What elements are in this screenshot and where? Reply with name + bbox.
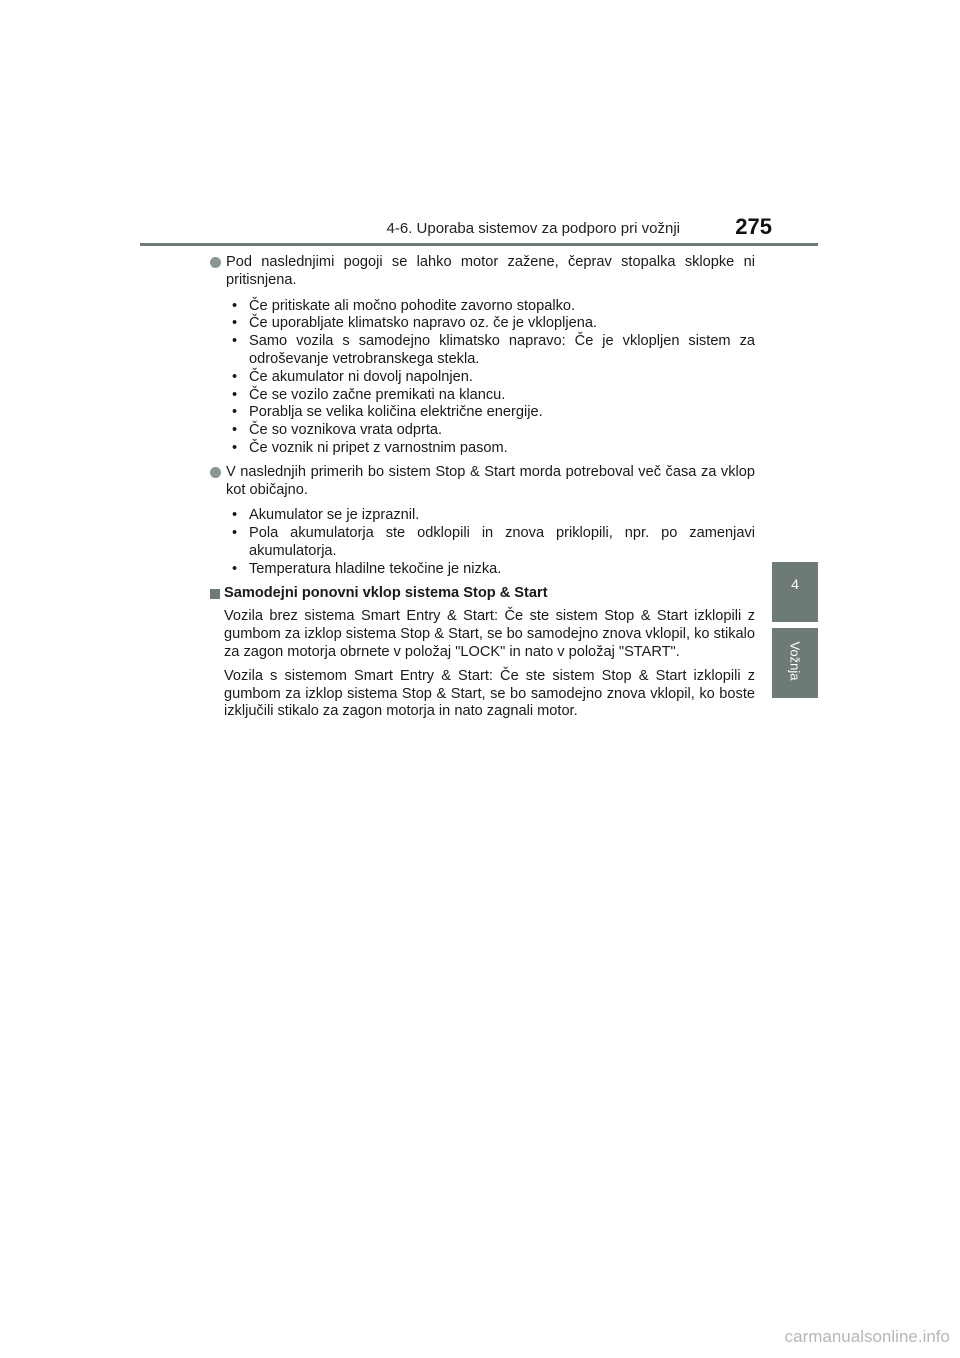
condition-list [226, 507, 755, 578]
section-heading-text: Samodejni ponovni vklop sistema Stop & Start [224, 584, 548, 601]
list-item: • Če voznik ni pripet z varnostnim pasom. [226, 440, 755, 458]
page-content [210, 254, 755, 721]
round-bullet-icon [210, 467, 221, 478]
section-paragraph: Vozila brez sistema Smart Entry & Start: Če ste sistem Stop & Start izklopili z gumbom za izklop sistema Stop & Start, se bo samodejno znova vklopil, ko stikalo za zagon motorja obrnete v položaj "LOCK" in nato v položaj "START". [224, 608, 755, 660]
section-heading [210, 585, 755, 603]
chapter-tab [772, 562, 818, 622]
bullet-text: V naslednjih primerih bo sistem Stop & Start morda potreboval več časa za vklop kot običajno. [226, 463, 755, 498]
list-item: • Če se vozilo začne premikati na klancu. [226, 387, 755, 405]
condition-list [226, 298, 755, 458]
list-item: • Samo vozila s samodejno klimatsko napravo: Če je vklopljen sistem za odroševanje vetrobranskega stekla. [226, 333, 755, 369]
list-item: • Temperatura hladilne tekočine je nizka. [226, 561, 755, 579]
page-number: 275 [735, 214, 772, 239]
bullet-paragraph [210, 464, 755, 500]
chapter-tab-number: 4 [791, 576, 799, 592]
list-item: • Če pritiskate ali močno pohodite zavorno stopalko. [226, 298, 755, 316]
running-header: 4-6. Uporaba sistemov za podporo pri vožnji [386, 220, 680, 237]
round-bullet-icon [210, 257, 221, 268]
list-item: • Porablja se velika količina električne energije. [226, 404, 755, 422]
section-paragraph: Vozila s sistemom Smart Entry & Start: Če ste sistem Stop & Start izklopili z gumbom za izklop sistema Stop & Start, se bo samodejno znova vklopil, ko boste izključili stikalo za zagon motorja in nato zagnali motor. [224, 667, 755, 720]
list-item: • Pola akumulatorja ste odklopili in znova priklopili, npr. po zamenjavi akumulatorja. [226, 525, 755, 561]
list-item: • Če so voznikova vrata odprta. [226, 422, 755, 440]
square-bullet-icon [210, 589, 220, 599]
watermark: carmanualsonline.info [784, 1327, 950, 1346]
bullet-paragraph [210, 254, 755, 290]
chapter-label: Vožnja [787, 641, 803, 681]
header-divider [140, 243, 818, 246]
bullet-text: Pod naslednjimi pogoji se lahko motor zažene, čeprav stopalka sklopke ni pritisnjena. [226, 254, 755, 288]
list-item: • Če uporabljate klimatsko napravo oz. če je vklopljena. [226, 315, 755, 333]
list-item: • Če akumulator ni dovolj napolnjen. [226, 369, 755, 387]
list-item: • Akumulator se je izpraznil. [226, 507, 755, 525]
